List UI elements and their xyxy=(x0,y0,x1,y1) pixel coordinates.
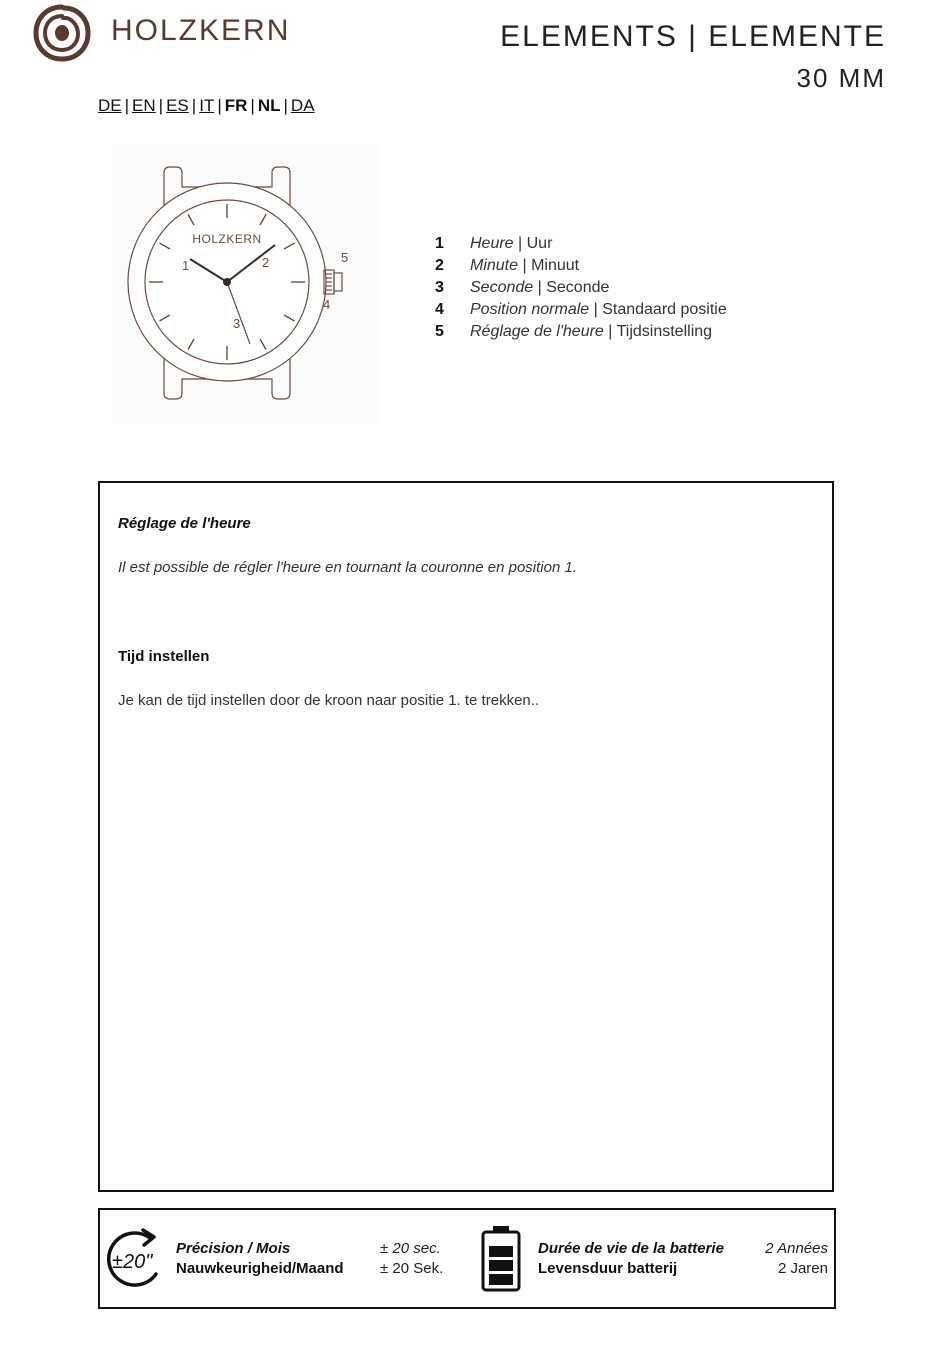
legend-number: 2 xyxy=(435,257,444,274)
battery-value-fr: 2 Années xyxy=(765,1240,828,1257)
lang-separator: | xyxy=(158,96,164,115)
brand-name: HOLZKERN xyxy=(111,14,291,47)
legend-label-nl: Standaard positie xyxy=(602,301,727,318)
precision-value-nl: ± 20 Sek. xyxy=(380,1260,444,1277)
lang-separator: | xyxy=(217,96,222,115)
legend-row xyxy=(435,233,727,255)
battery-icon xyxy=(480,1224,522,1292)
callout-5: 5 xyxy=(341,250,349,265)
legend-label-fr: Minute xyxy=(470,257,519,274)
legend-separator: | xyxy=(518,257,532,274)
precision-value-fr: ± 20 sec. xyxy=(380,1240,441,1257)
holzkern-logo-icon xyxy=(33,4,91,62)
lang-separator: | xyxy=(283,96,288,115)
lang-current-fr: FR xyxy=(224,96,248,115)
legend-label-nl: Uur xyxy=(526,235,553,252)
callout-4: 4 xyxy=(323,297,331,312)
lang-separator: | xyxy=(191,96,197,115)
legend-number: 4 xyxy=(435,301,444,318)
precision-label-nl: Nauwkeurigheid/Maand xyxy=(176,1260,344,1277)
legend-row xyxy=(435,299,727,321)
page-title: ELEMENTS | ELEMENTE xyxy=(500,20,886,53)
instruction-heading-fr: Réglage de l'heure xyxy=(118,515,251,532)
precision-icon xyxy=(106,1228,166,1290)
page-subtitle: 30 MM xyxy=(796,63,886,93)
legend-label-nl: Seconde xyxy=(546,279,610,296)
instruction-text-nl: Je kan de tijd instellen door de kroon naar positie 1. te trekken.. xyxy=(118,692,540,709)
legend-label-fr: Réglage de l'heure xyxy=(470,323,604,340)
legend-separator: | xyxy=(603,323,617,340)
lang-separator: | xyxy=(124,96,130,115)
lang-separator: | xyxy=(250,96,255,115)
legend-row xyxy=(435,277,727,299)
legend-row xyxy=(435,321,727,343)
lang-link-de[interactable]: DE xyxy=(98,96,122,115)
legend-separator: | xyxy=(513,235,527,252)
legend-label-nl: Minuut xyxy=(531,257,580,274)
legend-label-fr: Position normale xyxy=(470,301,590,318)
legend-number: 5 xyxy=(435,323,444,340)
lang-link-en[interactable]: EN xyxy=(132,96,156,115)
precision-icon-text: ±20" xyxy=(112,1251,153,1273)
lang-link-es[interactable]: ES xyxy=(166,96,189,115)
instruction-text-fr: Il est possible de régler l'heure en tournant la couronne en position 1. xyxy=(118,559,577,576)
instruction-heading-nl: Tijd instellen xyxy=(118,648,210,665)
watch-parts-legend xyxy=(435,233,727,343)
instructions-panel xyxy=(98,481,834,1192)
battery-label-nl: Levensduur batterij xyxy=(538,1260,678,1277)
language-switcher xyxy=(98,96,315,116)
legend-label-fr: Heure xyxy=(470,235,514,252)
callout-3: 3 xyxy=(233,316,241,331)
legend-label-nl: Tijdsinstelling xyxy=(616,323,713,340)
specs-footer xyxy=(98,1208,836,1309)
battery-label-fr: Durée de vie de la batterie xyxy=(538,1240,724,1257)
lang-link-da[interactable]: DA xyxy=(290,96,315,115)
dial-brand: HOLZKERN xyxy=(192,232,262,246)
battery-value-nl: 2 Jaren xyxy=(777,1260,828,1277)
legend-number: 3 xyxy=(435,279,444,296)
legend-separator: | xyxy=(589,301,603,318)
callout-2: 2 xyxy=(262,255,270,270)
precision-label-fr: Précision / Mois xyxy=(176,1240,291,1257)
callout-1: 1 xyxy=(182,258,190,273)
watch-diagram xyxy=(112,145,380,423)
legend-number: 1 xyxy=(435,235,444,252)
legend-label-fr: Seconde xyxy=(470,279,534,296)
legend-separator: | xyxy=(533,279,547,296)
lang-link-it[interactable]: IT xyxy=(199,96,215,115)
legend-row xyxy=(435,255,727,277)
lang-current-nl: NL xyxy=(257,96,281,115)
